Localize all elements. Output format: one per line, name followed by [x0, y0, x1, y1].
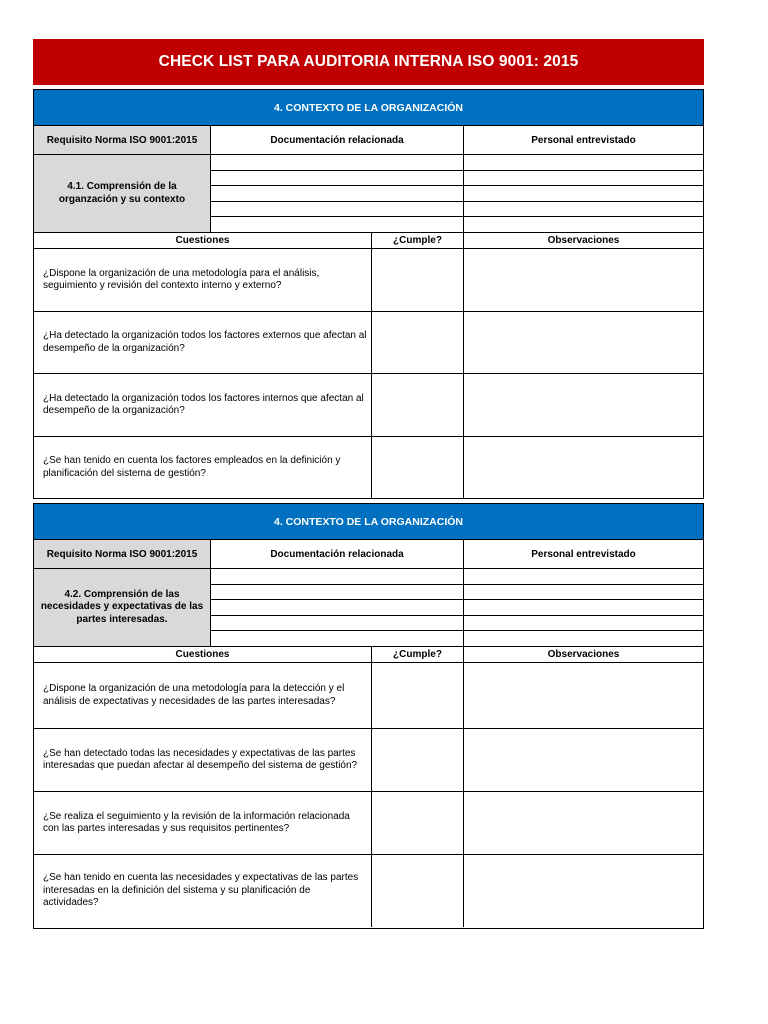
question-row [34, 312, 703, 374]
question-row [34, 249, 703, 312]
observations-cell[interactable] [464, 312, 703, 373]
question-text: ¿Dispone la organización de una metodología para la detección y el análisis de expectativas y necesidades de las partes interesadas? [34, 663, 372, 728]
documentation-column-header: Documentación relacionada [211, 126, 464, 154]
observations-cell[interactable] [464, 729, 703, 791]
documentation-cell[interactable] [211, 569, 463, 585]
cumple-cell[interactable] [372, 855, 464, 927]
personnel-cell[interactable] [464, 585, 703, 601]
personnel-cell[interactable] [464, 202, 703, 218]
documentation-cell[interactable] [211, 217, 463, 232]
question-text: ¿Se han detectado todas las necesidades y expectativas de las partes interesadas que puedan afectar al desempeño del sistema de gestión? [34, 729, 372, 791]
requirement-header-row [34, 540, 703, 569]
observations-cell[interactable] [464, 249, 703, 311]
question-text: ¿Ha detectado la organización todos los factores externos que afectan al desempeño de la organización? [34, 312, 372, 373]
documentation-cell[interactable] [211, 631, 463, 646]
question-text: ¿Ha detectado la organización todos los factores internos que afectan al desempeño de la organización? [34, 374, 372, 436]
observations-cell[interactable] [464, 374, 703, 436]
checklist-section-4-1 [33, 89, 704, 499]
documentation-cell[interactable] [211, 186, 463, 202]
observations-cell[interactable] [464, 437, 703, 498]
requirement-block [34, 155, 703, 233]
questions-header-row [34, 647, 703, 663]
question-row [34, 729, 703, 792]
personnel-column-header: Personal entrevistado [531, 134, 636, 146]
personnel-cells[interactable] [464, 155, 703, 232]
requirement-column-header: Requisito Norma ISO 9001:2015 [34, 540, 211, 568]
personnel-column-header: Personal entrevistado [531, 548, 636, 560]
documentation-cells[interactable] [211, 569, 464, 646]
documentation-cell[interactable] [211, 600, 463, 616]
personnel-cell[interactable] [464, 569, 703, 585]
requirement-name: 4.1. Comprensión de la organzación y su contexto [34, 155, 211, 232]
documentation-cell[interactable] [211, 616, 463, 632]
cumple-cell[interactable] [372, 437, 464, 498]
questions-header-row [34, 233, 703, 249]
personnel-cell[interactable] [464, 186, 703, 202]
requirement-column-header: Requisito Norma ISO 9001:2015 [34, 126, 211, 154]
personnel-cell[interactable] [464, 155, 703, 171]
documentation-cell[interactable] [211, 202, 463, 218]
question-row [34, 437, 703, 498]
question-row [34, 855, 703, 927]
observations-column-header: Observaciones [547, 235, 620, 246]
requirement-block [34, 569, 703, 647]
page-title: CHECK LIST PARA AUDITORIA INTERNA ISO 9001: 2015 [33, 39, 704, 85]
cumple-column-header: ¿Cumple? [372, 647, 464, 662]
section-heading: 4. CONTEXTO DE LA ORGANIZACIÓN [34, 504, 703, 540]
cumple-cell[interactable] [372, 249, 464, 311]
documentation-cell[interactable] [211, 155, 463, 171]
cumple-cell[interactable] [372, 663, 464, 728]
checklist-section-4-2 [33, 503, 704, 929]
personnel-cell[interactable] [464, 217, 703, 232]
observations-column-header: Observaciones [547, 649, 620, 660]
questions-column-header: Cuestiones [34, 647, 372, 662]
documentation-cell[interactable] [211, 171, 463, 187]
observations-cell[interactable] [464, 663, 703, 728]
question-row [34, 374, 703, 437]
question-row [34, 792, 703, 855]
personnel-cell[interactable] [464, 616, 703, 632]
personnel-cell[interactable] [464, 600, 703, 616]
personnel-cell[interactable] [464, 631, 703, 646]
question-text: ¿Se realiza el seguimiento y la revisión de la información relacionada con las partes interesadas y sus requisitos pertinentes? [34, 792, 372, 854]
cumple-cell[interactable] [372, 792, 464, 854]
cumple-cell[interactable] [372, 729, 464, 791]
cumple-cell[interactable] [372, 312, 464, 373]
documentation-column-header: Documentación relacionada [211, 540, 464, 568]
question-text: ¿Dispone la organización de una metodología para el análisis, seguimiento y revisión del contexto interno y externo? [34, 249, 372, 311]
personnel-cell[interactable] [464, 171, 703, 187]
observations-cell[interactable] [464, 855, 703, 927]
documentation-cell[interactable] [211, 585, 463, 601]
personnel-cells[interactable] [464, 569, 703, 646]
cumple-column-header: ¿Cumple? [372, 233, 464, 248]
question-row [34, 663, 703, 729]
section-heading: 4. CONTEXTO DE LA ORGANIZACIÓN [34, 90, 703, 126]
requirement-header-row [34, 126, 703, 155]
question-text: ¿Se han tenido en cuenta los factores empleados en la definición y planificación del sistema de gestión? [34, 437, 372, 498]
questions-column-header: Cuestiones [34, 233, 372, 248]
cumple-cell[interactable] [372, 374, 464, 436]
documentation-cells[interactable] [211, 155, 464, 232]
question-text: ¿Se han tenido en cuenta las necesidades y expectativas de las partes interesadas en la definición del sistema y su planificación de actividades? [34, 855, 372, 927]
observations-cell[interactable] [464, 792, 703, 854]
requirement-name: 4.2. Comprensión de las necesidades y expectativas de las partes interesadas. [34, 569, 211, 646]
